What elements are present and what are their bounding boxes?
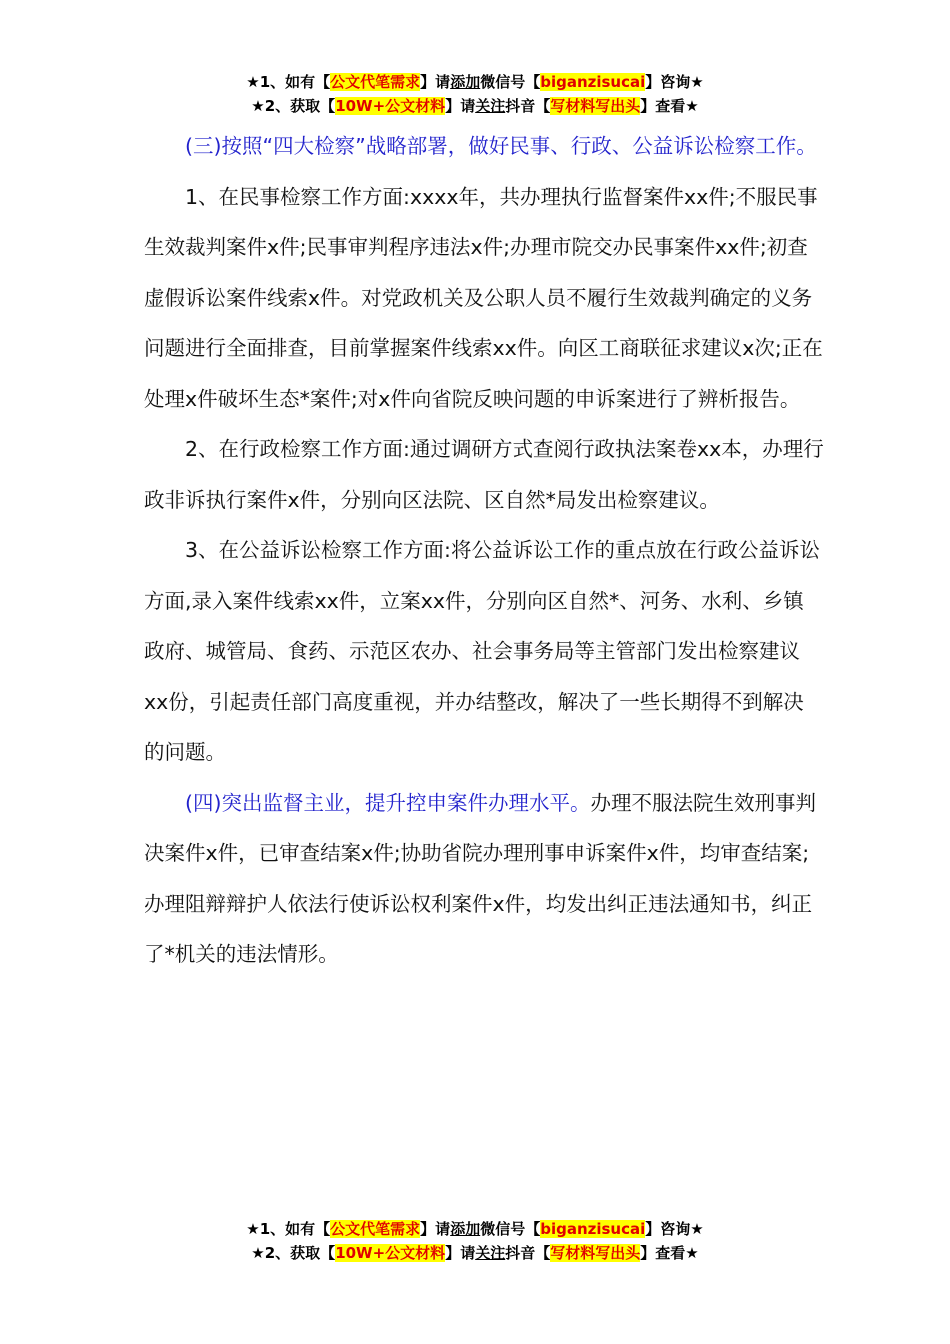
banner-highlight: 公文代笔需求 <box>330 73 421 91</box>
banner-highlight: 10W+公文材料 <box>335 97 446 115</box>
banner-text: 】请 <box>445 97 476 115</box>
banner-underline: 添加 <box>450 73 481 91</box>
banner-text: 抖音【 <box>505 97 551 115</box>
section-heading-3: (三)按照“四大检察”战略部署，做好民事、行政、公益诉讼检察工作。 <box>185 134 817 158</box>
banner-text: ★2、获取【 <box>251 1244 336 1262</box>
section-4-body: 办理不服法院生效刑事判决案件x件，已审查结案x件;协助省院办理刑事申诉案件x件，均审查结案;办理阻辩辩护人依法行使诉讼权利案件x件，均发出纠正违法通知书，纠正了*机关的违法情形。 <box>144 790 816 966</box>
header-banner <box>0 70 950 118</box>
banner-underline: 添加 <box>450 1220 481 1238</box>
document-body <box>144 121 824 980</box>
banner-highlight: 写材料写出头 <box>550 97 641 115</box>
banner-text: 】查看★ <box>640 97 699 115</box>
banner-line-2 <box>0 94 950 118</box>
banner-highlight: 写材料写出头 <box>550 1244 641 1262</box>
banner-text: 】咨询★ <box>645 73 704 91</box>
paragraph-civil: 1、在民事检察工作方面:xxxx年，共办理执行监督案件xx件;不服民事生效裁判案件x件;民事审判程序违法x件;办理市院交办民事案件xx件;初查虚假诉讼案件线索x件。对党政机关及公职人员不履行生效裁判确定的义务问题进行全面排查，目前掌握案件线索xx件。向区工商联征求建议x次;正在处理x件破坏生态*案件;对x件向省院反映问题的申诉案进行了辨析报告。 <box>144 184 823 411</box>
banner-text: 抖音【 <box>505 1244 551 1262</box>
banner-text: 】请 <box>445 1244 476 1262</box>
banner-highlight: 10W+公文材料 <box>335 1244 446 1262</box>
banner-highlight: 公文代笔需求 <box>330 1220 421 1238</box>
banner-text: 】请 <box>420 1220 451 1238</box>
paragraph-public-interest: 3、在公益诉讼检察工作方面:将公益诉讼工作的重点放在行政公益诉讼方面,录入案件线索xx件，立案xx件，分别向区自然*、河务、水利、乡镇政府、城管局、食药、示范区农办、社会事务局等主管部门发出检察建议xx份，引起责任部门高度重视，并办结整改，解决了一些长期得不到解决的问题。 <box>144 538 820 764</box>
banner-text: 】请 <box>420 73 451 91</box>
paragraph-section-4 <box>144 778 824 980</box>
banner-highlight: biganzisucai <box>540 1220 646 1238</box>
banner-text: ★2、获取【 <box>251 97 336 115</box>
banner-underline: 关注 <box>475 1244 506 1262</box>
banner-line-1 <box>0 1217 950 1241</box>
banner-text: 】咨询★ <box>645 1220 704 1238</box>
banner-underline: 关注 <box>475 97 506 115</box>
paragraph-administrative: 2、在行政检察工作方面:通过调研方式查阅行政执法案卷xx本，办理行政非诉执行案件x件，分别向区法院、区自然*局发出检察建议。 <box>144 437 824 512</box>
banner-highlight: biganzisucai <box>540 73 646 91</box>
banner-text: ★1、如有【 <box>246 1220 331 1238</box>
banner-line-2 <box>0 1241 950 1265</box>
section-heading-4: (四)突出监督主业，提升控申案件办理水平。 <box>185 790 591 815</box>
banner-text: 微信号【 <box>480 1220 541 1238</box>
banner-line-1 <box>0 70 950 94</box>
banner-text: ★1、如有【 <box>246 73 331 91</box>
banner-text: 微信号【 <box>480 73 541 91</box>
footer-banner <box>0 1217 950 1265</box>
banner-text: 】查看★ <box>640 1244 699 1262</box>
